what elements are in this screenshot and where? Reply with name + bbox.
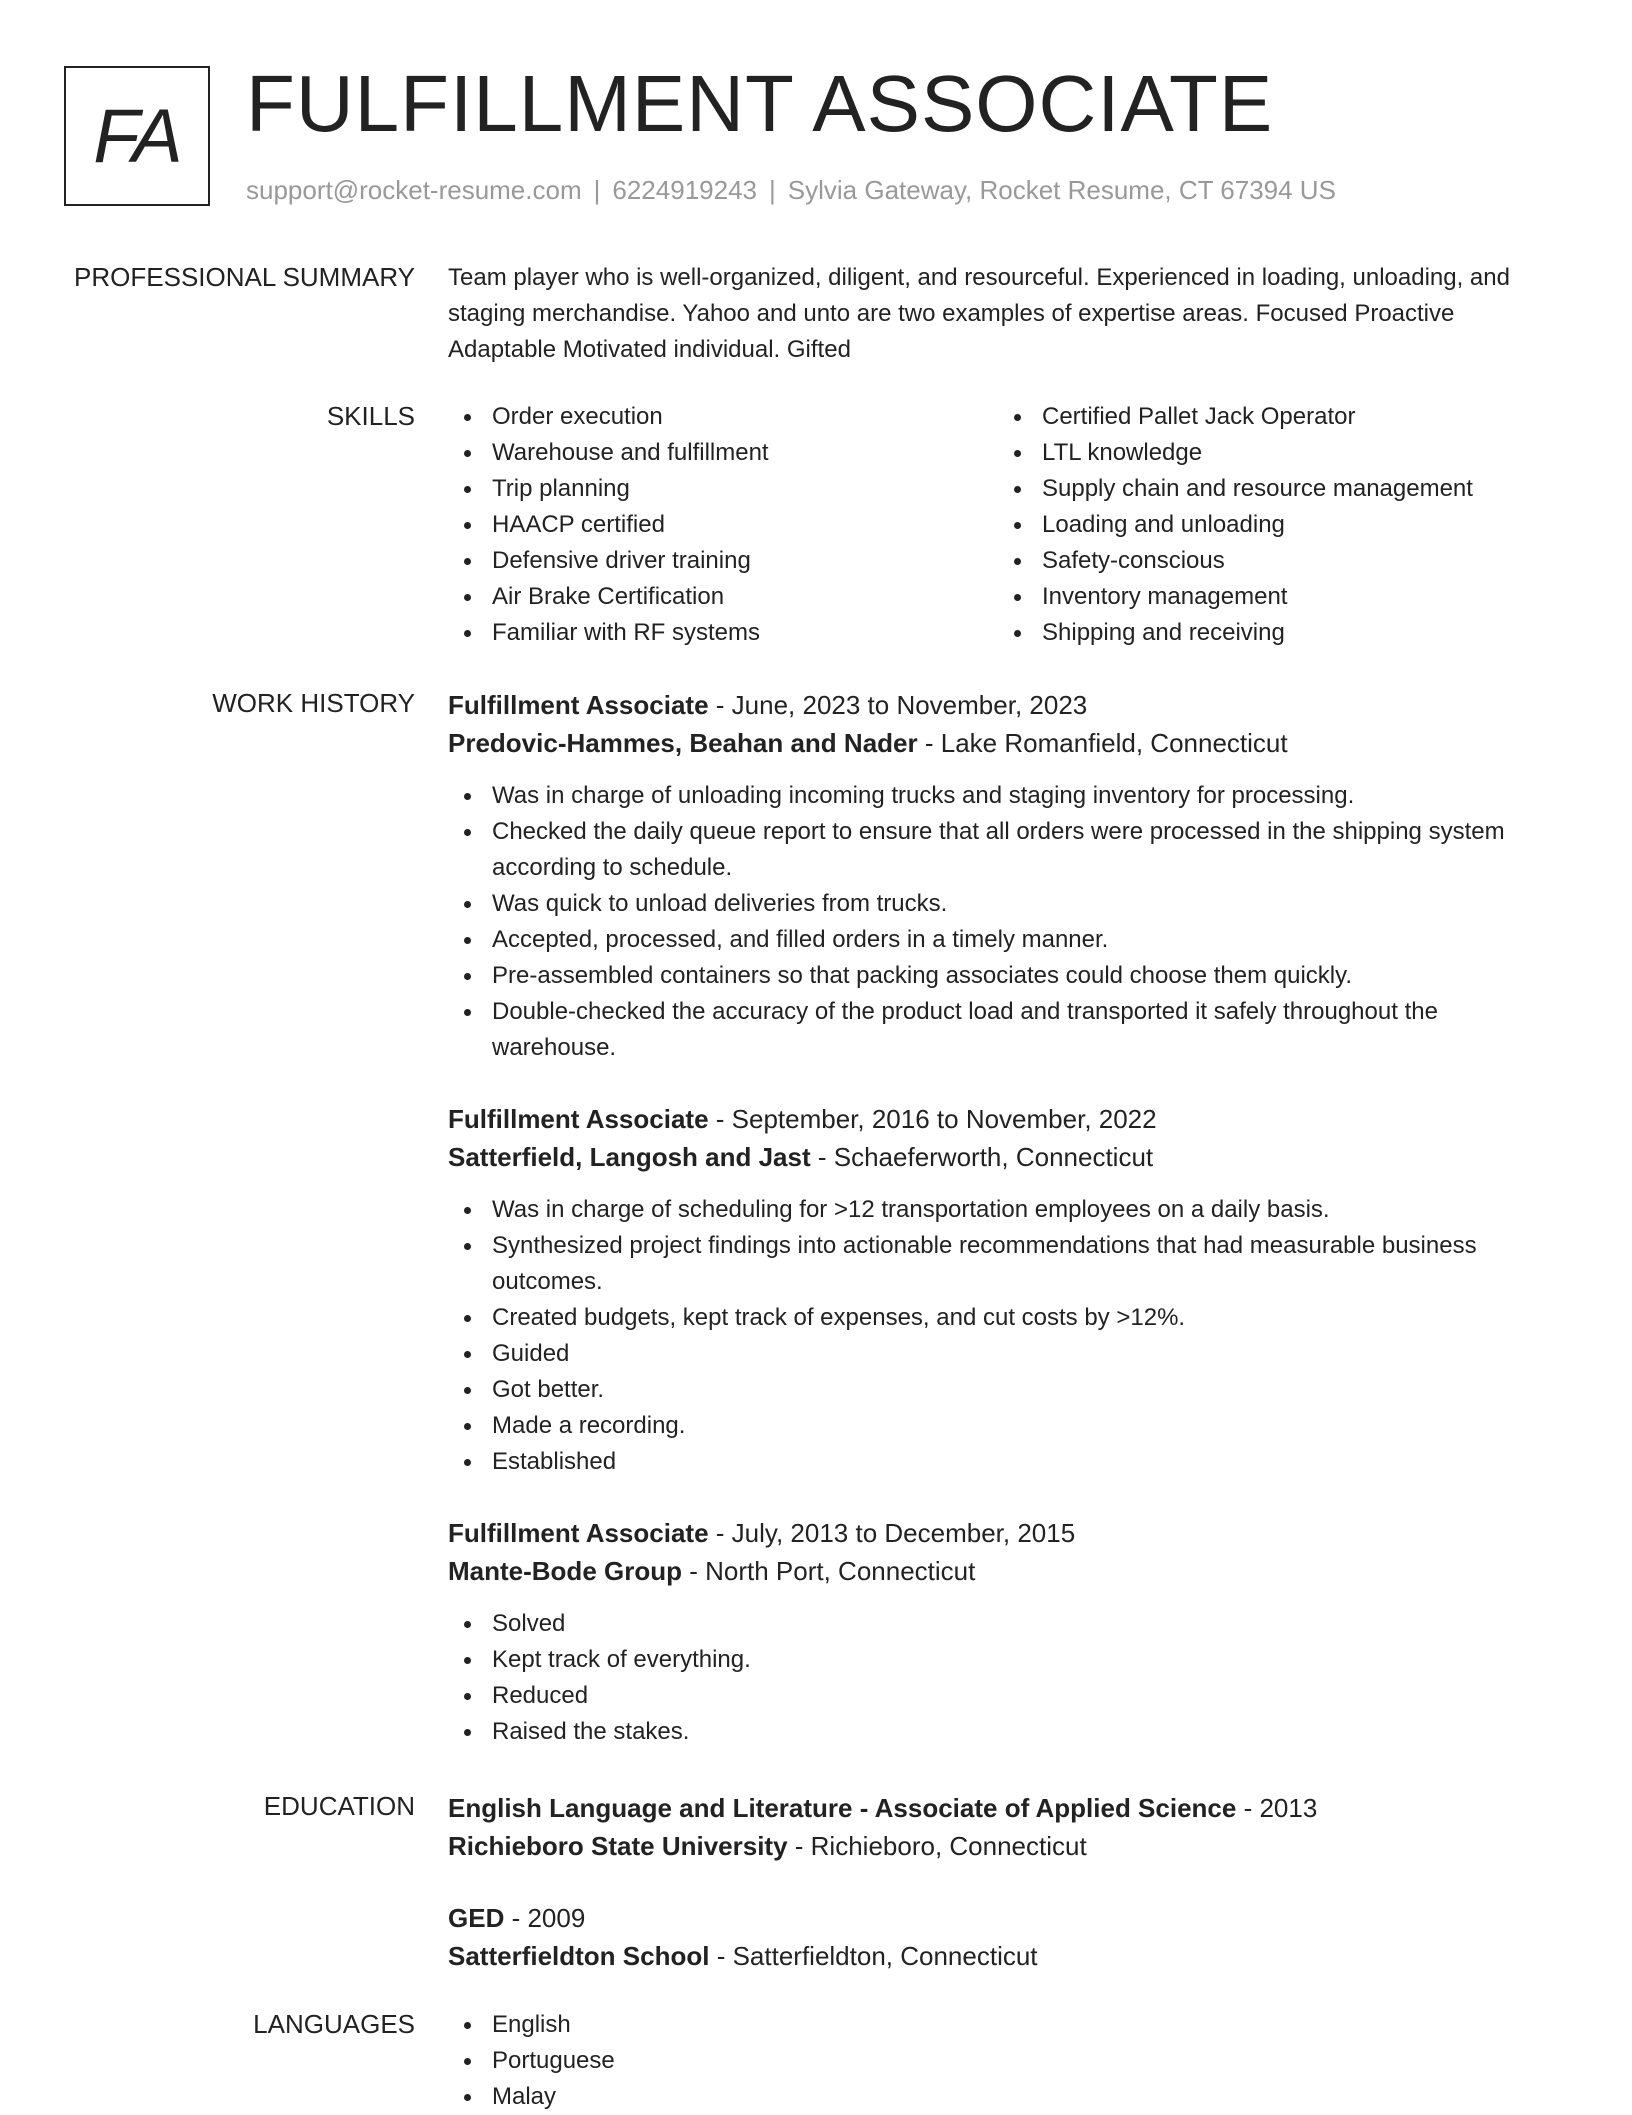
- skills-list-left: [448, 399, 998, 651]
- skill-item: Shipping and receiving: [998, 615, 1548, 651]
- skill-item: Order execution: [448, 399, 998, 435]
- section-label-education: EDUCATION: [263, 1791, 415, 1821]
- contact-line: [246, 174, 1336, 206]
- contact-separator: |: [769, 175, 776, 205]
- job-bullet: Made a recording.: [448, 1408, 1548, 1444]
- job-bullet: Was in charge of unloading incoming trucks and staging inventory for processing.: [448, 778, 1548, 814]
- education-degree: GED: [448, 1903, 505, 1933]
- job-company: Mante-Bode Group: [448, 1556, 682, 1586]
- job-bullet: Checked the daily queue report to ensure that all orders were processed in the shipping system according to schedule.: [448, 814, 1548, 886]
- resume-title: FULFILLMENT ASSOCIATE: [246, 59, 1274, 148]
- job-bullet: Kept track of everything.: [448, 1642, 1548, 1678]
- education-entry: [448, 1789, 1548, 1865]
- job-bullet: Raised the stakes.: [448, 1714, 1548, 1750]
- work-history-body: [448, 686, 1548, 1784]
- education-school: Satterfieldton School: [448, 1941, 710, 1971]
- job-bullet: Solved: [448, 1606, 1548, 1642]
- education-school: Richieboro State University: [448, 1831, 788, 1861]
- skill-item: LTL knowledge: [998, 435, 1548, 471]
- summary-text: Team player who is well-organized, diligent, and resourceful. Experienced in loading, unloading, and staging merchandise. Yahoo and unto are two examples of expertise areas. Focused Proactive Adaptable Motivated individual. Gifted: [448, 264, 1510, 363]
- job-bullets: [448, 778, 1548, 1066]
- contact-phone[interactable]: 6224919243: [612, 175, 757, 205]
- job-location: - Schaeferworth, Connecticut: [810, 1142, 1154, 1172]
- skills-list-right: [998, 399, 1548, 651]
- skill-item: HAACP certified: [448, 507, 998, 543]
- skill-item: Familiar with RF systems: [448, 615, 998, 651]
- contact-address: Sylvia Gateway, Rocket Resume, CT 67394 US: [787, 175, 1336, 205]
- job-company: Satterfield, Langosh and Jast: [448, 1142, 811, 1172]
- skill-item: Air Brake Certification: [448, 579, 998, 615]
- job-title: Fulfillment Associate: [448, 690, 709, 720]
- skill-item: Inventory management: [998, 579, 1548, 615]
- job-bullet: Got better.: [448, 1372, 1548, 1408]
- job-location: - Lake Romanfield, Connecticut: [917, 728, 1288, 758]
- education-location: - Satterfieldton, Connecticut: [709, 1941, 1038, 1971]
- skills-body: [448, 399, 1548, 651]
- section-label-skills: SKILLS: [326, 401, 415, 431]
- job-bullet: Guided: [448, 1336, 1548, 1372]
- education-body: [448, 1789, 1548, 2009]
- job-bullet: Reduced: [448, 1678, 1548, 1714]
- job-company: Predovic-Hammes, Beahan and Nader: [448, 728, 918, 758]
- skill-item: Loading and unloading: [998, 507, 1548, 543]
- job-bullet: Pre-assembled containers so that packing associates could choose them quickly.: [448, 958, 1548, 994]
- contact-separator: |: [593, 175, 601, 205]
- education-entry: [448, 1899, 1548, 1975]
- skill-item: Certified Pallet Jack Operator: [998, 399, 1548, 435]
- section-label-languages: LANGUAGES: [253, 2009, 415, 2039]
- job-title: Fulfillment Associate: [448, 1104, 709, 1134]
- job-dates: - June, 2023 to November, 2023: [708, 690, 1088, 720]
- section-label-work-history: WORK HISTORY: [212, 688, 415, 718]
- job-bullet: Double-checked the accuracy of the product load and transported it safely throughout the warehouse.: [448, 994, 1548, 1066]
- monogram-badge: FA: [64, 66, 210, 206]
- job-title: Fulfillment Associate: [448, 1518, 709, 1548]
- skill-item: Defensive driver training: [448, 543, 998, 579]
- job-bullet: Created budgets, kept track of expenses, and cut costs by >12%.: [448, 1300, 1548, 1336]
- job-entry: [448, 686, 1548, 1066]
- section-label-summary: PROFESSIONAL SUMMARY: [74, 262, 415, 292]
- language-item: Malay: [448, 2079, 1548, 2115]
- job-bullet: Established: [448, 1444, 1548, 1480]
- job-location: - North Port, Connecticut: [682, 1556, 976, 1586]
- education-year: - 2013: [1236, 1793, 1318, 1823]
- skill-item: Trip planning: [448, 471, 998, 507]
- job-bullets: [448, 1606, 1548, 1750]
- job-bullet: Accepted, processed, and filled orders in a timely manner.: [448, 922, 1548, 958]
- languages-list: [448, 2007, 1548, 2115]
- skill-item: Safety-conscious: [998, 543, 1548, 579]
- job-dates: - September, 2016 to November, 2022: [708, 1104, 1157, 1134]
- contact-email[interactable]: support@rocket-resume.com: [246, 175, 582, 205]
- skill-item: Supply chain and resource management: [998, 471, 1548, 507]
- education-degree: English Language and Literature - Associate of Applied Science: [448, 1793, 1237, 1823]
- education-year: - 2009: [504, 1903, 586, 1933]
- job-entry: [448, 1100, 1548, 1480]
- summary-body: [448, 260, 1548, 368]
- language-item: Portuguese: [448, 2043, 1548, 2079]
- skill-item: Warehouse and fulfillment: [448, 435, 998, 471]
- education-location: - Richieboro, Connecticut: [787, 1831, 1087, 1861]
- job-dates: - July, 2013 to December, 2015: [708, 1518, 1076, 1548]
- job-entry: [448, 1514, 1548, 1750]
- job-bullet: Synthesized project findings into actionable recommendations that had measurable business outcomes.: [448, 1228, 1548, 1300]
- job-bullet: Was in charge of scheduling for >12 transportation employees on a daily basis.: [448, 1192, 1548, 1228]
- languages-body: [448, 2007, 1548, 2115]
- job-bullet: Was quick to unload deliveries from trucks.: [448, 886, 1548, 922]
- language-item: English: [448, 2007, 1548, 2043]
- job-bullets: [448, 1192, 1548, 1480]
